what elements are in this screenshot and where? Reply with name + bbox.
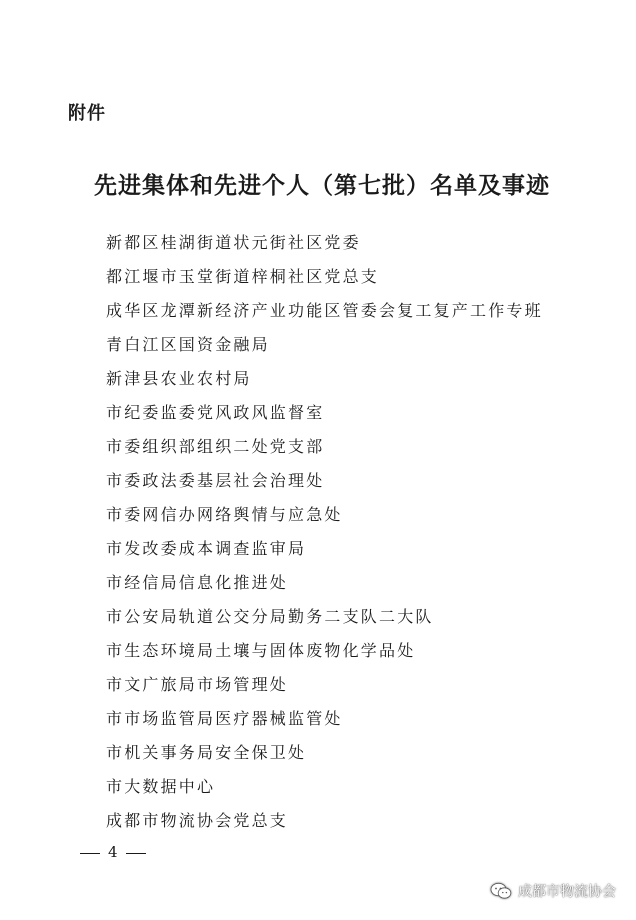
list-item: 市生态环境局土壤与固体废物化学品处 (106, 641, 416, 660)
list-item: 市纪委监委党风政风监督室 (106, 403, 325, 422)
page-number-dash-left (80, 853, 100, 854)
list-item: 新都区桂湖街道状元街社区党委 (106, 233, 361, 252)
page-number (72, 840, 154, 864)
list-item: 成都市物流协会党总支 (106, 811, 289, 830)
page-number-value: 4 (108, 843, 118, 861)
honoree-list (106, 226, 543, 838)
list-item: 都江堰市玉堂街道梓桐社区党总支 (106, 267, 380, 286)
list-item: 新津县农业农村局 (106, 369, 252, 388)
list-item: 市委网信办网络舆情与应急处 (106, 505, 343, 524)
page-number-dash-right (126, 853, 146, 854)
attachment-label: 附件 (68, 103, 106, 124)
watermark-text: 成都市物流协会 (518, 884, 616, 900)
list-item: 市机关事务局安全保卫处 (106, 743, 307, 762)
list-item: 市委组织部组织二处党支部 (106, 437, 325, 456)
list-item: 市委政法委基层社会治理处 (106, 471, 325, 490)
list-item: 市文广旅局市场管理处 (106, 675, 289, 694)
list-item: 青白江区国资金融局 (106, 335, 270, 354)
list-item: 市大数据中心 (106, 777, 216, 796)
list-item: 市公安局轨道公交分局勤务二支队二大队 (106, 607, 434, 626)
watermark (490, 879, 616, 903)
list-item: 市经信局信息化推进处 (106, 573, 289, 592)
wechat-icon (490, 882, 512, 900)
list-item: 市市场监管局医疗器械监管处 (106, 709, 343, 728)
list-item: 市发改委成本调查监审局 (106, 539, 307, 558)
list-item: 成华区龙潭新经济产业功能区管委会复工复产工作专班 (106, 301, 543, 320)
page-title: 先进集体和先进个人（第七批）名单及事迹 (94, 173, 550, 199)
